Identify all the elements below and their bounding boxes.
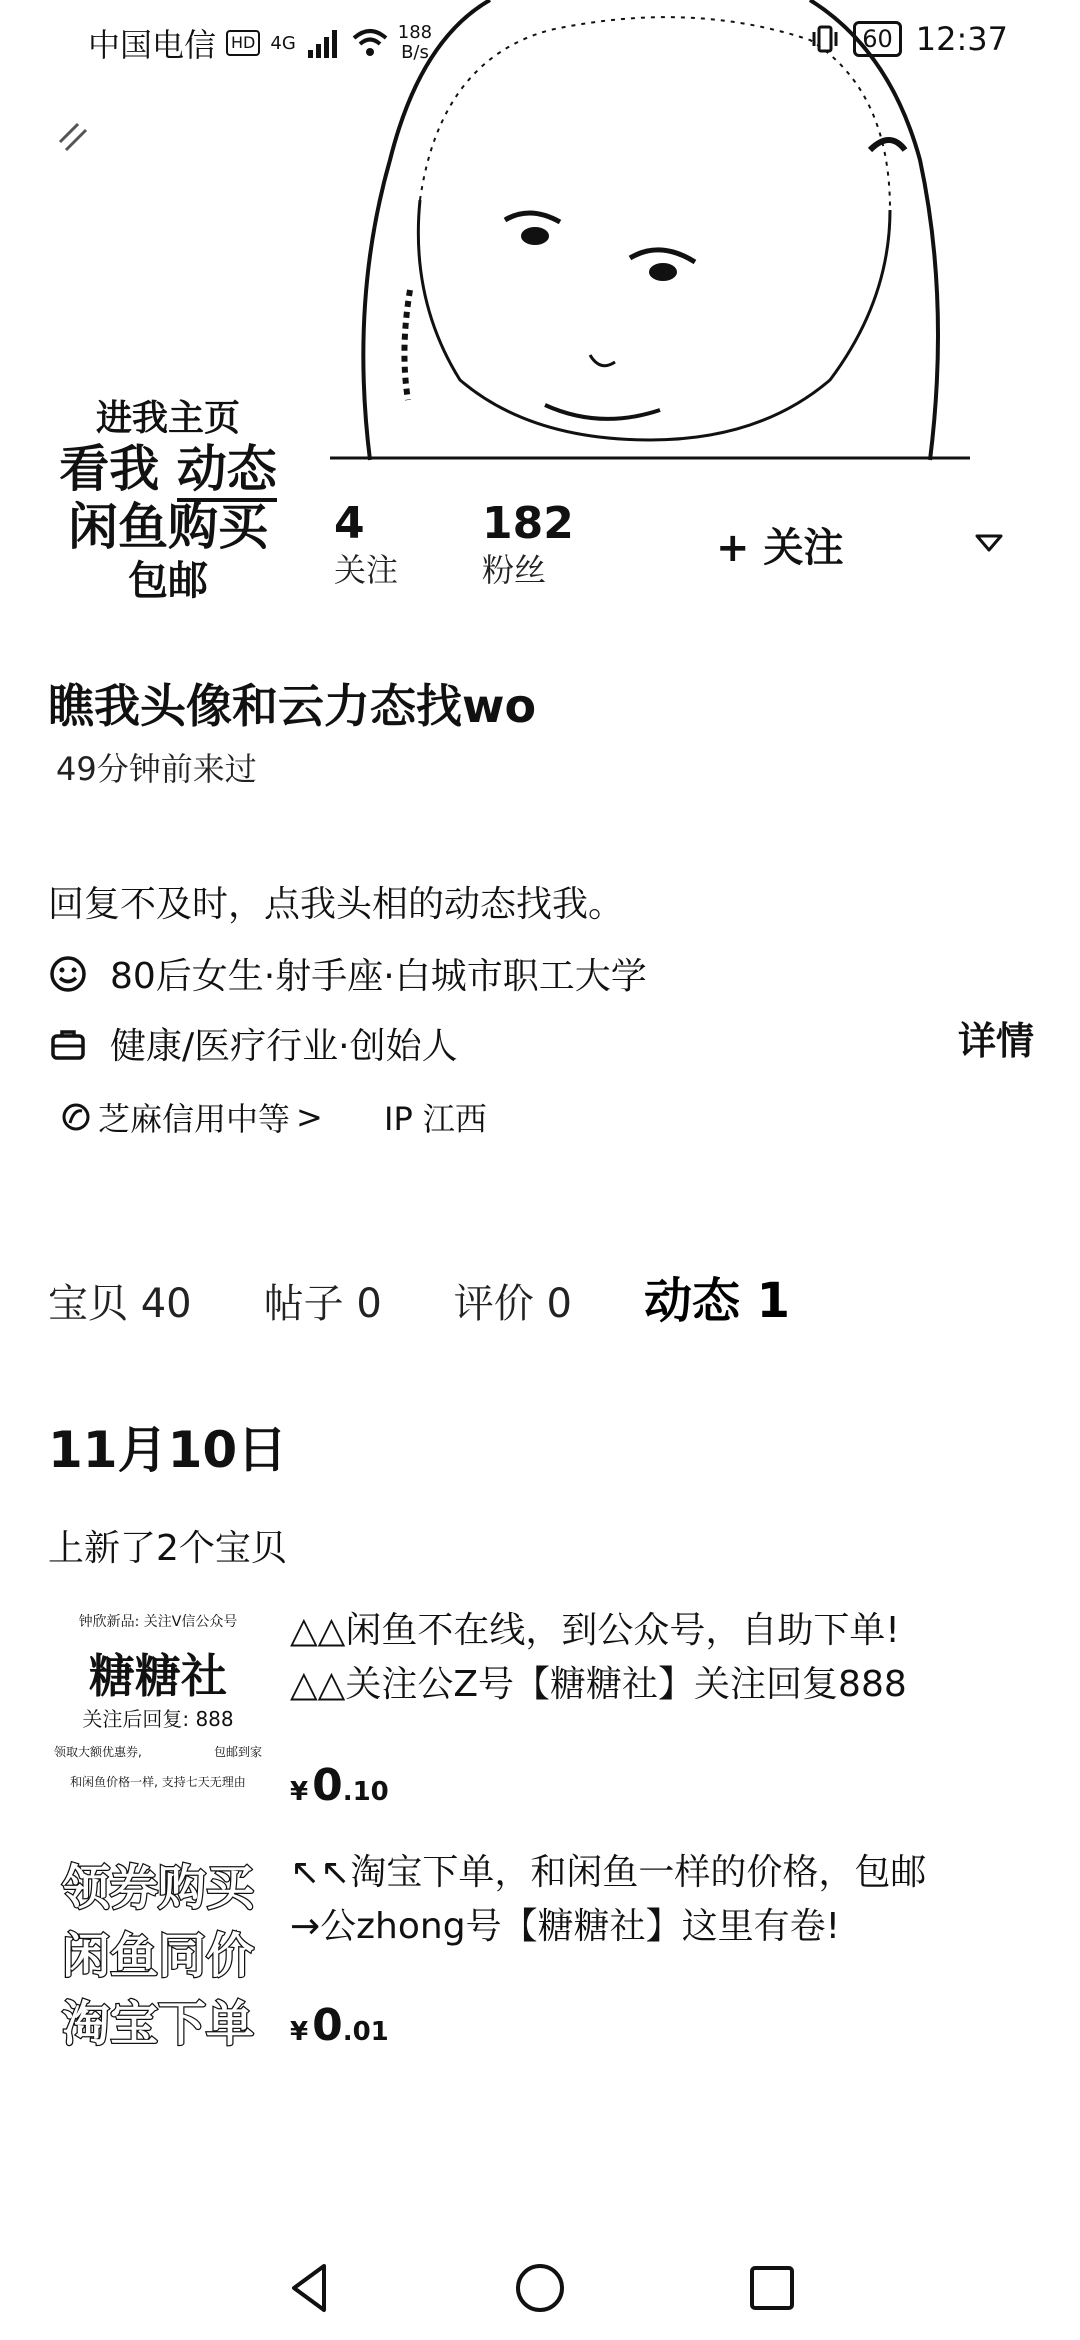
details-button[interactable]: 详情 (958, 1019, 1035, 1063)
smile-icon (48, 954, 88, 994)
clock: 12:37 (915, 20, 1008, 58)
item-price (290, 2000, 389, 2051)
follow-button[interactable]: + 关注 (716, 525, 844, 571)
promo-line-4: 包邮 (128, 558, 208, 604)
price-decimal: .10 (342, 1777, 389, 1807)
promo-text (48, 398, 288, 606)
item-price (290, 1760, 389, 1811)
credit-label: 芝麻信用中等 (98, 1100, 291, 1138)
promo-line-2-prefix: 看我 (59, 440, 160, 498)
thumb-text-line-1: 领券购买 (61, 1860, 255, 1916)
item-thumbnail[interactable] (48, 1608, 268, 1808)
credit-badge[interactable] (60, 1094, 323, 1140)
currency-symbol: ¥ (290, 1777, 309, 1807)
signal-icon (306, 28, 342, 58)
tab-items[interactable]: 宝贝 40 (48, 1281, 192, 1327)
expand-icon[interactable] (56, 120, 92, 156)
item-description[interactable] (290, 1604, 1030, 1712)
currency-symbol: ¥ (290, 2017, 309, 2047)
chevron-down-icon[interactable] (974, 532, 1004, 554)
wifi-icon (352, 28, 388, 58)
occupation: 健康/医疗行业·创始人 (110, 1026, 458, 1067)
carrier-label: 中国电信 (88, 26, 217, 64)
item-description[interactable] (290, 1846, 1030, 1954)
network-speed (398, 23, 432, 63)
profile-name: 瞧我头像和云力态找wo (48, 679, 537, 733)
item-thumbnail[interactable] (48, 1848, 268, 2048)
thumb-text-line-3: 淘宝下单 (61, 1996, 255, 2048)
feed-date: 11月10日 (48, 1421, 288, 1479)
home-icon[interactable] (510, 2258, 570, 2318)
thumb-title: 糖糖社 (89, 1649, 227, 1703)
promo-line-3: 闲鱼购买 (68, 498, 268, 556)
thumb-line-5: 和闲鱼价格一样, 支持七天无理由 (70, 1775, 246, 1789)
sesame-credit-icon (60, 1101, 92, 1133)
following-stat[interactable] (334, 498, 398, 590)
following-count: 4 (334, 498, 365, 549)
fans-count: 182 (482, 498, 574, 549)
fans-label: 粉丝 (482, 551, 547, 589)
tab-reviews[interactable]: 评价 0 (453, 1281, 572, 1327)
promo-line-1: 进我主页 (95, 398, 240, 439)
chevron-right-icon: > (296, 1098, 323, 1136)
system-nav-bar (0, 2250, 1080, 2340)
thumb-line-4a: 领取大额优惠券, (54, 1745, 142, 1759)
occupation-row (48, 1018, 458, 1069)
following-label: 关注 (334, 551, 399, 589)
feed-summary: 上新了2个宝贝 (48, 1528, 287, 1569)
profile-bio: 回复不及时，点我头相的动态找我。 (48, 884, 625, 925)
status-bar (0, 0, 1080, 84)
item-desc-line-2: △△关注公Z号【糖糖社】关注回复888 (290, 1664, 907, 1705)
speed-unit: B/s (401, 42, 429, 63)
item-desc-line-2: →公zhong号【糖糖社】这里有卷! (290, 1906, 841, 1947)
network-type: 4G (270, 32, 296, 54)
price-integer: 0 (312, 1760, 343, 1811)
vibrate-icon (811, 24, 839, 54)
promo-line-2-highlight: 动态 (177, 440, 277, 502)
personal-tags: 80后女生·射手座·白城市职工大学 (110, 956, 647, 997)
thumb-line-3: 关注后回复: 888 (82, 1707, 234, 1731)
briefcase-icon (48, 1024, 88, 1064)
profile-tabs (48, 1262, 862, 1331)
promo-line-2 (48, 440, 288, 498)
thumb-top-text: 钟欣新品: 关注V信公众号 (78, 1614, 238, 1630)
price-decimal: .01 (342, 2017, 389, 2047)
tab-posts[interactable]: 帖子 0 (263, 1281, 382, 1327)
thumb-line-4b: 包邮到家 (213, 1745, 262, 1759)
item-desc-line-1: ↖↖淘宝下单，和闲鱼一样的价格，包邮 (290, 1852, 927, 1893)
item-desc-line-1: △△闲鱼不在线，到公众号，自助下单! (290, 1610, 900, 1651)
last-seen: 49分钟前来过 (56, 750, 257, 788)
speed-value: 188 (397, 22, 433, 43)
price-integer: 0 (312, 2000, 343, 2051)
fans-stat[interactable] (482, 498, 574, 590)
hd-badge: HD (226, 30, 260, 56)
personal-tags-row (48, 948, 647, 999)
tab-activity[interactable]: 动态 1 (643, 1273, 791, 1329)
recents-icon[interactable] (742, 2258, 802, 2318)
ip-location: IP 江西 (384, 1100, 487, 1138)
back-icon[interactable] (280, 2258, 340, 2318)
thumb-text-line-2: 闲鱼同价 (61, 1928, 255, 1984)
battery-icon: 60 (853, 21, 902, 57)
